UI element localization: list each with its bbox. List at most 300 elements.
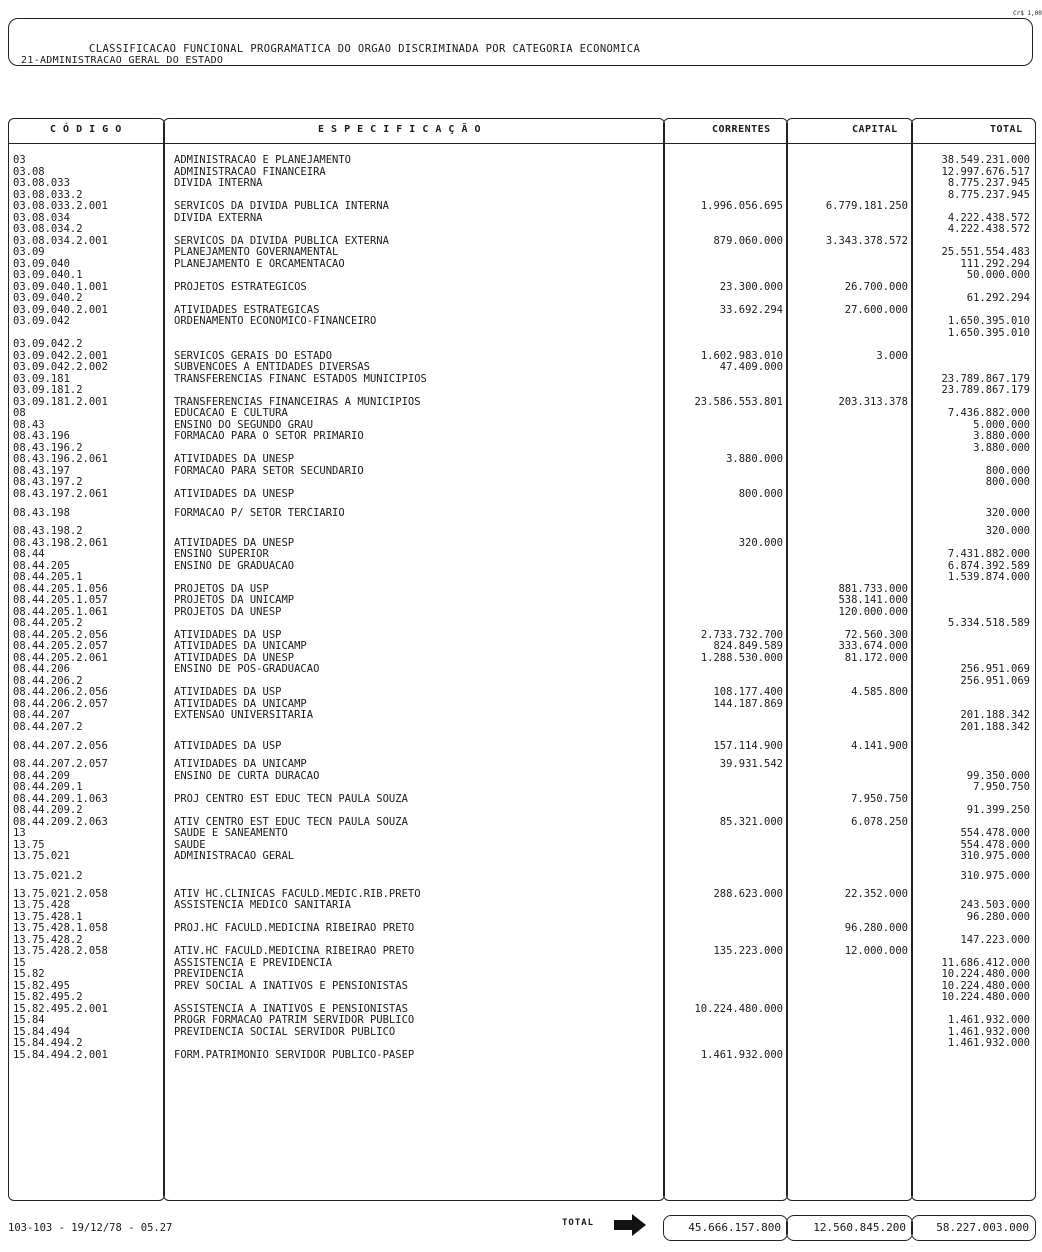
row-total: 23.789.867.179 (941, 384, 1030, 396)
row-total: 320.000 (985, 507, 1030, 519)
row-correntes: 824.849.589 (713, 640, 783, 652)
row-description: DIVIDA EXTERNA (174, 211, 263, 224)
table-row (0, 889, 1042, 901)
row-code: 08.44.206.2.057 (13, 697, 108, 710)
table-row (0, 259, 1042, 271)
total-geral-box: 58.227.003.000 (911, 1215, 1036, 1241)
table-row (0, 572, 1042, 584)
row-code: 03.09.040.2 (13, 292, 83, 304)
row-total: 10.224.480.000 (941, 979, 1030, 992)
row-correntes: 10.224.480.000 (694, 1002, 783, 1015)
row-capital: 4.585.800 (851, 686, 908, 698)
row-description: ATIVIDADES DA UNESP (174, 651, 295, 664)
row-total: 7.436.882.000 (947, 407, 1030, 419)
table-row (0, 236, 1042, 248)
row-code: 08.44.205.2.056 (13, 628, 108, 641)
row-capital: 12.000.000 (844, 945, 908, 957)
row-code: 08.44.209.2.063 (13, 815, 108, 828)
row-code: 13.75.428.2 (13, 933, 83, 946)
row-description: ATIVIDADES DA UNICAMP (174, 640, 307, 652)
table-row (0, 1004, 1042, 1016)
table-row (0, 549, 1042, 561)
row-correntes: 108.177.400 (713, 686, 783, 698)
table-row (0, 224, 1042, 236)
row-total: 7.950.750 (973, 781, 1030, 793)
table-row (0, 155, 1042, 167)
total-correntes-box: 45.666.157.800 (663, 1215, 788, 1241)
row-capital: 203.313.378 (838, 395, 908, 408)
row-code: 15.84.494.2.001 (13, 1048, 108, 1061)
row-total: 1.650.395.010 (947, 315, 1030, 327)
row-code: 13.75.021.2.058 (13, 887, 108, 900)
row-description: ATIVIDADES DA UNICAMP (174, 758, 307, 770)
row-capital: 6.078.250 (851, 815, 908, 828)
row-code: 15.82.495.2 (13, 991, 83, 1003)
row-total: 320.000 (985, 525, 1030, 537)
table-row (0, 201, 1042, 213)
row-code: 03.09.042.2.002 (13, 361, 108, 373)
col-header-codigo: C Ó D I G O (50, 124, 122, 135)
row-code: 13.75.428.1.058 (13, 922, 108, 934)
row-capital: 26.700.000 (844, 280, 908, 293)
row-description: ENSINO SUPERIOR (174, 548, 269, 560)
row-code: 03.09.042 (13, 315, 70, 327)
row-code: 08.43.197.2.061 (13, 487, 108, 500)
row-description: PLANEJAMENTO E ORCAMENTACAO (174, 257, 345, 270)
table-row (0, 607, 1042, 619)
table-row (0, 699, 1042, 711)
row-code: 03.09.040 (13, 257, 70, 270)
table-row (0, 561, 1042, 573)
row-code: 08.44.205.1.061 (13, 605, 108, 618)
row-code: 08.44.209.2 (13, 804, 83, 816)
row-description: PROJETOS DA USP (174, 582, 269, 595)
row-total: 1.461.932.000 (947, 1025, 1030, 1038)
table-row (0, 213, 1042, 225)
row-code: 03.08 (13, 165, 45, 178)
row-code: 03.08.034.2.001 (13, 234, 108, 247)
row-description: DIVIDA INTERNA (174, 177, 263, 189)
row-description: PROGR FORMACAO PATRIM SERVIDOR PUBLICO (174, 1014, 415, 1026)
report-header-box (8, 18, 1033, 66)
row-code: 03.08.033.2.001 (13, 200, 108, 212)
row-total: 10.224.480.000 (941, 991, 1030, 1003)
row-total: 201.188.342 (960, 709, 1030, 721)
row-description: TRANSFERENCIAS FINANCEIRAS A MUNICIPIOS (174, 395, 421, 408)
row-code: 03.08.033.2 (13, 188, 83, 201)
row-code: 15 (13, 956, 26, 969)
row-total: 5.000.000 (973, 418, 1030, 431)
row-total: 23.789.867.179 (941, 372, 1030, 385)
row-code: 08.43.196 (13, 430, 70, 442)
table-row (0, 374, 1042, 386)
row-total: 3.880.000 (973, 441, 1030, 454)
table-row (0, 794, 1042, 806)
row-total: 147.223.000 (960, 933, 1030, 946)
table-row (0, 328, 1042, 340)
col-header-total: TOTAL (990, 124, 1023, 135)
row-capital: 22.352.000 (844, 887, 908, 900)
row-description: ATIVIDADES DA UNICAMP (174, 697, 307, 710)
right-arrow-icon (612, 1213, 648, 1241)
table-row (0, 431, 1042, 443)
row-code: 15.84.494 (13, 1025, 70, 1038)
row-description: ATIVIDADES DA USP (174, 686, 282, 698)
table-row (0, 538, 1042, 550)
table-row (0, 653, 1042, 665)
row-code: 08.44.207.2.056 (13, 740, 108, 752)
row-code: 08.43.196.2.061 (13, 453, 108, 465)
row-code: 08.44.206 (13, 663, 70, 675)
row-description: ENSINO DO SEGUNDO GRAU (174, 418, 314, 431)
table-row (0, 641, 1042, 653)
row-description: PROJETOS DA UNICAMP (174, 594, 295, 606)
row-total: 201.188.342 (960, 720, 1030, 733)
table-row (0, 167, 1042, 179)
row-code: 08.44.205.1.057 (13, 594, 108, 606)
row-code: 08.44.205.2.057 (13, 640, 108, 652)
row-total: 12.997.676.517 (941, 165, 1030, 178)
row-description: ASSISTENCIA MEDICO SANITARIA (174, 899, 352, 911)
row-correntes: 135.223.000 (713, 945, 783, 957)
table-row (0, 805, 1042, 817)
row-total: 554.478.000 (960, 838, 1030, 851)
table-row (0, 851, 1042, 863)
table-row (0, 817, 1042, 829)
row-code: 08.43.197 (13, 464, 70, 477)
row-code: 03.09.040.1 (13, 269, 83, 281)
row-description: PROJ CENTRO EST EDUC TECN PAULA SOUZA (174, 792, 408, 805)
row-total: 7.431.882.000 (947, 548, 1030, 560)
table-row (0, 408, 1042, 420)
row-correntes: 144.187.869 (713, 697, 783, 710)
table-row (0, 771, 1042, 783)
row-description: EXTENSAO UNIVERSITARIA (174, 709, 314, 721)
table-row (0, 618, 1042, 630)
row-total: 1.650.395.010 (947, 326, 1030, 339)
row-total: 99.350.000 (966, 769, 1030, 782)
table-row (0, 1038, 1042, 1050)
row-correntes: 879.060.000 (713, 234, 783, 247)
row-correntes: 47.409.000 (719, 361, 783, 373)
table-row (0, 863, 1042, 889)
row-total: 310.975.000 (960, 869, 1030, 882)
row-description: SUBVENCOES A ENTIDADES DIVERSAS (174, 361, 370, 373)
table-row (0, 489, 1042, 501)
row-capital: 538.141.000 (838, 594, 908, 606)
row-correntes: 3.880.000 (726, 453, 783, 465)
row-code: 08.43.198.2.061 (13, 536, 108, 549)
table-row (0, 351, 1042, 363)
row-code: 08.43 (13, 418, 45, 431)
row-correntes: 320.000 (738, 536, 783, 549)
total-label: TOTAL (562, 1218, 595, 1228)
table-row (0, 969, 1042, 981)
table-row (0, 397, 1042, 409)
table-row (0, 420, 1042, 432)
table-row (0, 710, 1042, 722)
row-total: 61.292.294 (966, 292, 1030, 304)
row-capital: 27.600.000 (844, 303, 908, 316)
orgao-name: 21-ADMINISTRACAO GERAL DO ESTADO (21, 55, 224, 66)
row-code: 03.09.040.2.001 (13, 303, 108, 316)
row-code: 08.43.197.2 (13, 476, 83, 488)
row-description: PROJETOS ESTRATEGICOS (174, 280, 307, 293)
row-description: SAUDE E SANEAMENTO (174, 827, 288, 839)
row-description: ADMINISTRACAO FINANCEIRA (174, 165, 326, 178)
table-row (0, 385, 1042, 397)
row-code: 08.44.207 (13, 709, 70, 721)
row-code: 13.75.428 (13, 899, 70, 911)
row-total: 38.549.231.000 (941, 154, 1030, 166)
row-code: 03.08.034 (13, 211, 70, 224)
table-row (0, 362, 1042, 374)
row-total: 3.880.000 (973, 430, 1030, 442)
row-description: ATIV CENTRO EST EDUC TECN PAULA SOUZA (174, 815, 408, 828)
row-code: 15.82.495 (13, 979, 70, 992)
table-row (0, 454, 1042, 466)
row-total: 5.334.518.589 (947, 617, 1030, 629)
row-code: 08.44.205 (13, 559, 70, 572)
row-capital: 6.779.181.250 (825, 200, 908, 212)
row-description: FORM.PATRIMONIO SERVIDOR PUBLICO-PASEP (174, 1048, 415, 1061)
row-correntes: 1.288.530.000 (700, 651, 783, 664)
row-description: TRANSFERENCIAS FINANC ESTADOS MUNICIPIOS (174, 372, 427, 385)
col-header-correntes: CORRENTES (712, 124, 771, 135)
row-description: ORDENAMENTO ECONOMICO-FINANCEIRO (174, 315, 377, 327)
row-code: 15.84.494.2 (13, 1037, 83, 1049)
table-row (0, 992, 1042, 1004)
row-code: 08 (13, 407, 26, 419)
table-row (0, 722, 1042, 734)
table-row (0, 595, 1042, 607)
row-description: PROJETOS DA UNESP (174, 605, 282, 618)
row-total: 91.399.250 (966, 804, 1030, 816)
row-description: ATIVIDADES DA USP (174, 740, 282, 752)
page-reference: 103-103 - 19/12/78 - 05.27 (8, 1222, 173, 1234)
table-row (0, 1050, 1042, 1062)
row-total: 25.551.554.483 (941, 246, 1030, 258)
row-code: 03.08.033 (13, 177, 70, 189)
row-description: PLANEJAMENTO GOVERNAMENTAL (174, 246, 339, 258)
row-correntes: 1.996.056.695 (700, 200, 783, 212)
row-code: 03.09.181.2.001 (13, 395, 108, 408)
table-row (0, 339, 1042, 351)
row-description: ENSINO DE GRADUACAO (174, 559, 295, 572)
row-total: 554.478.000 (960, 827, 1030, 839)
row-code: 08.44.206.2.056 (13, 686, 108, 698)
row-code: 03.09.181 (13, 372, 70, 385)
table-row (0, 900, 1042, 912)
row-code: 08.44.209 (13, 769, 70, 782)
row-total: 256.951.069 (960, 663, 1030, 675)
row-code: 15.82 (13, 968, 45, 980)
row-correntes: 23.586.553.801 (694, 395, 783, 408)
row-description: PREVIDENCIA (174, 968, 244, 980)
table-row (0, 1027, 1042, 1039)
row-description: ASSISTENCIA E PREVIDENCIA (174, 956, 333, 969)
row-code: 03.09.181.2 (13, 384, 83, 396)
row-description: FORMACAO P/ SETOR TERCIARIO (174, 507, 345, 519)
row-description: FORMACAO PARA SETOR SECUNDARIO (174, 464, 364, 477)
row-capital: 3.000 (876, 349, 908, 362)
row-capital: 3.343.378.572 (825, 234, 908, 247)
table-body (0, 155, 1042, 1061)
table-row (0, 316, 1042, 328)
row-total: 111.292.294 (960, 257, 1030, 270)
row-description: ATIVIDADES DA UNESP (174, 453, 295, 465)
table-row (0, 305, 1042, 317)
row-description: SERVICOS DA DIVIDA PUBLICA INTERNA (174, 200, 389, 212)
row-code: 03.09.042.2.001 (13, 349, 108, 362)
row-code: 08.44.205.1 (13, 571, 83, 583)
row-code: 08.44.207.2.057 (13, 758, 108, 770)
col-header-capital: CAPITAL (852, 124, 898, 135)
row-correntes: 85.321.000 (719, 815, 783, 828)
row-description: SERVICOS GERAIS DO ESTADO (174, 349, 333, 362)
row-total: 11.686.412.000 (941, 956, 1030, 969)
row-capital: 881.733.000 (838, 582, 908, 595)
row-description: EDUCACAO E CULTURA (174, 407, 288, 419)
row-total: 310.975.000 (960, 850, 1030, 862)
row-total: 8.775.237.945 (947, 177, 1030, 189)
row-code: 13.75.428.2.058 (13, 945, 108, 957)
row-description: PREVIDENCIA SOCIAL SERVIDOR PUBLICO (174, 1025, 396, 1038)
row-correntes: 1.461.932.000 (700, 1048, 783, 1061)
row-description: ATIVIDADES DA UNESP (174, 487, 295, 500)
row-code: 13 (13, 827, 26, 839)
row-description: ATIV HC.CLINICAS FACULD.MEDIC.RIB.PRETO (174, 887, 421, 900)
row-code: 13.75.021 (13, 850, 70, 862)
table-row (0, 664, 1042, 676)
row-code: 08.44.205.1.056 (13, 582, 108, 595)
currency-unit-label: Cr$ 1,00 (1013, 10, 1042, 17)
report-title: CLASSIFICACAO FUNCIONAL PROGRAMATICA DO ORGAO DISCRIMINADA POR CATEGORIA ECONOMICA (89, 43, 641, 55)
table-row (0, 958, 1042, 970)
row-code: 08.43.198 (13, 507, 70, 519)
row-code: 15.84 (13, 1014, 45, 1026)
row-code: 13.75 (13, 838, 45, 851)
row-total: 96.280.000 (966, 910, 1030, 923)
table-row (0, 526, 1042, 538)
row-code: 08.44.207.2 (13, 720, 83, 733)
col-header-especificacao: E S P E C I F I C A Ç Ã O (318, 124, 482, 135)
row-code: 03.09.040.1.001 (13, 280, 108, 293)
row-code: 03 (13, 154, 26, 166)
table-row (0, 282, 1042, 294)
row-total: 256.951.069 (960, 674, 1030, 687)
row-capital: 4.141.900 (851, 740, 908, 752)
row-description: PREV SOCIAL A INATIVOS E PENSIONISTAS (174, 979, 408, 992)
row-total: 1.539.874.000 (947, 571, 1030, 583)
row-correntes: 288.623.000 (713, 887, 783, 900)
row-total: 1.461.932.000 (947, 1037, 1030, 1049)
header-divider (8, 143, 1036, 144)
row-description: ATIVIDADES ESTRATEGICAS (174, 303, 320, 316)
table-row (0, 500, 1042, 526)
row-code: 08.44.205.2 (13, 617, 83, 629)
row-description: ADMINISTRACAO GERAL (174, 850, 295, 862)
table-row (0, 981, 1042, 993)
table-row (0, 687, 1042, 699)
row-total: 50.000.000 (966, 269, 1030, 281)
row-description: SERVICOS DA DIVIDA PUBLICA EXTERNA (174, 234, 389, 247)
table-row (0, 840, 1042, 852)
row-capital: 96.280.000 (844, 922, 908, 934)
table-row (0, 828, 1042, 840)
row-description: ADMINISTRACAO E PLANEJAMENTO (174, 154, 352, 166)
table-row (0, 1015, 1042, 1027)
row-description: ATIVIDADES DA UNESP (174, 536, 295, 549)
row-total: 8.775.237.945 (947, 188, 1030, 201)
row-description: ENSINO DE CURTA DURACAO (174, 769, 320, 782)
row-total: 4.222.438.572 (947, 223, 1030, 235)
table-row (0, 733, 1042, 759)
row-code: 08.44.209.1 (13, 781, 83, 793)
table-row (0, 247, 1042, 259)
row-code: 03.09 (13, 246, 45, 258)
row-correntes: 39.931.542 (719, 758, 783, 770)
table-row (0, 782, 1042, 794)
row-code: 08.44.206.2 (13, 674, 83, 687)
row-correntes: 157.114.900 (713, 740, 783, 752)
row-code: 08.44.205.2.061 (13, 651, 108, 664)
row-description: FORMACAO PARA O SETOR PRIMARIO (174, 430, 364, 442)
table-row (0, 923, 1042, 935)
row-total: 1.461.932.000 (947, 1014, 1030, 1026)
row-capital: 120.000.000 (838, 605, 908, 618)
row-total: 6.874.392.589 (947, 559, 1030, 572)
row-code: 08.43.198.2 (13, 525, 83, 537)
table-row (0, 443, 1042, 455)
row-correntes: 23.300.000 (719, 280, 783, 293)
row-correntes: 33.692.294 (719, 303, 783, 316)
row-capital: 72.560.300 (844, 628, 908, 641)
row-description: ATIV.HC FACULD.MEDICINA RIBEIRAO PRETO (174, 945, 415, 957)
table-row (0, 759, 1042, 771)
row-code: 08.43.196.2 (13, 441, 83, 454)
table-row (0, 466, 1042, 478)
row-total: 800.000 (985, 476, 1030, 488)
row-code: 03.08.034.2 (13, 223, 83, 235)
row-code: 13.75.428.1 (13, 910, 83, 923)
table-row (0, 946, 1042, 958)
row-code: 08.44.209.1.063 (13, 792, 108, 805)
row-description: SAUDE (174, 838, 206, 851)
row-capital: 333.674.000 (838, 640, 908, 652)
row-description: ENSINO DE POS-GRADUACAO (174, 663, 320, 675)
row-code: 15.82.495.2.001 (13, 1002, 108, 1015)
row-total: 10.224.480.000 (941, 968, 1030, 980)
row-code: 08.44 (13, 548, 45, 560)
table-row (0, 293, 1042, 305)
total-capital-box: 12.560.845.200 (786, 1215, 913, 1241)
row-total: 243.503.000 (960, 899, 1030, 911)
row-code: 03.09.042.2 (13, 338, 83, 350)
row-description: ASSISTENCIA A INATIVOS E PENSIONISTAS (174, 1002, 408, 1015)
row-description: PROJ.HC FACULD.MEDICINA RIBEIRAO PRETO (174, 922, 415, 934)
row-correntes: 1.602.983.010 (700, 349, 783, 362)
row-code: 13.75.021.2 (13, 869, 83, 882)
table-row (0, 178, 1042, 190)
row-correntes: 2.733.732.700 (700, 628, 783, 641)
row-total: 4.222.438.572 (947, 211, 1030, 224)
row-description: ATIVIDADES DA USP (174, 628, 282, 641)
row-capital: 7.950.750 (851, 792, 908, 805)
row-total: 800.000 (985, 464, 1030, 477)
table-row (0, 270, 1042, 282)
row-correntes: 800.000 (738, 487, 783, 500)
